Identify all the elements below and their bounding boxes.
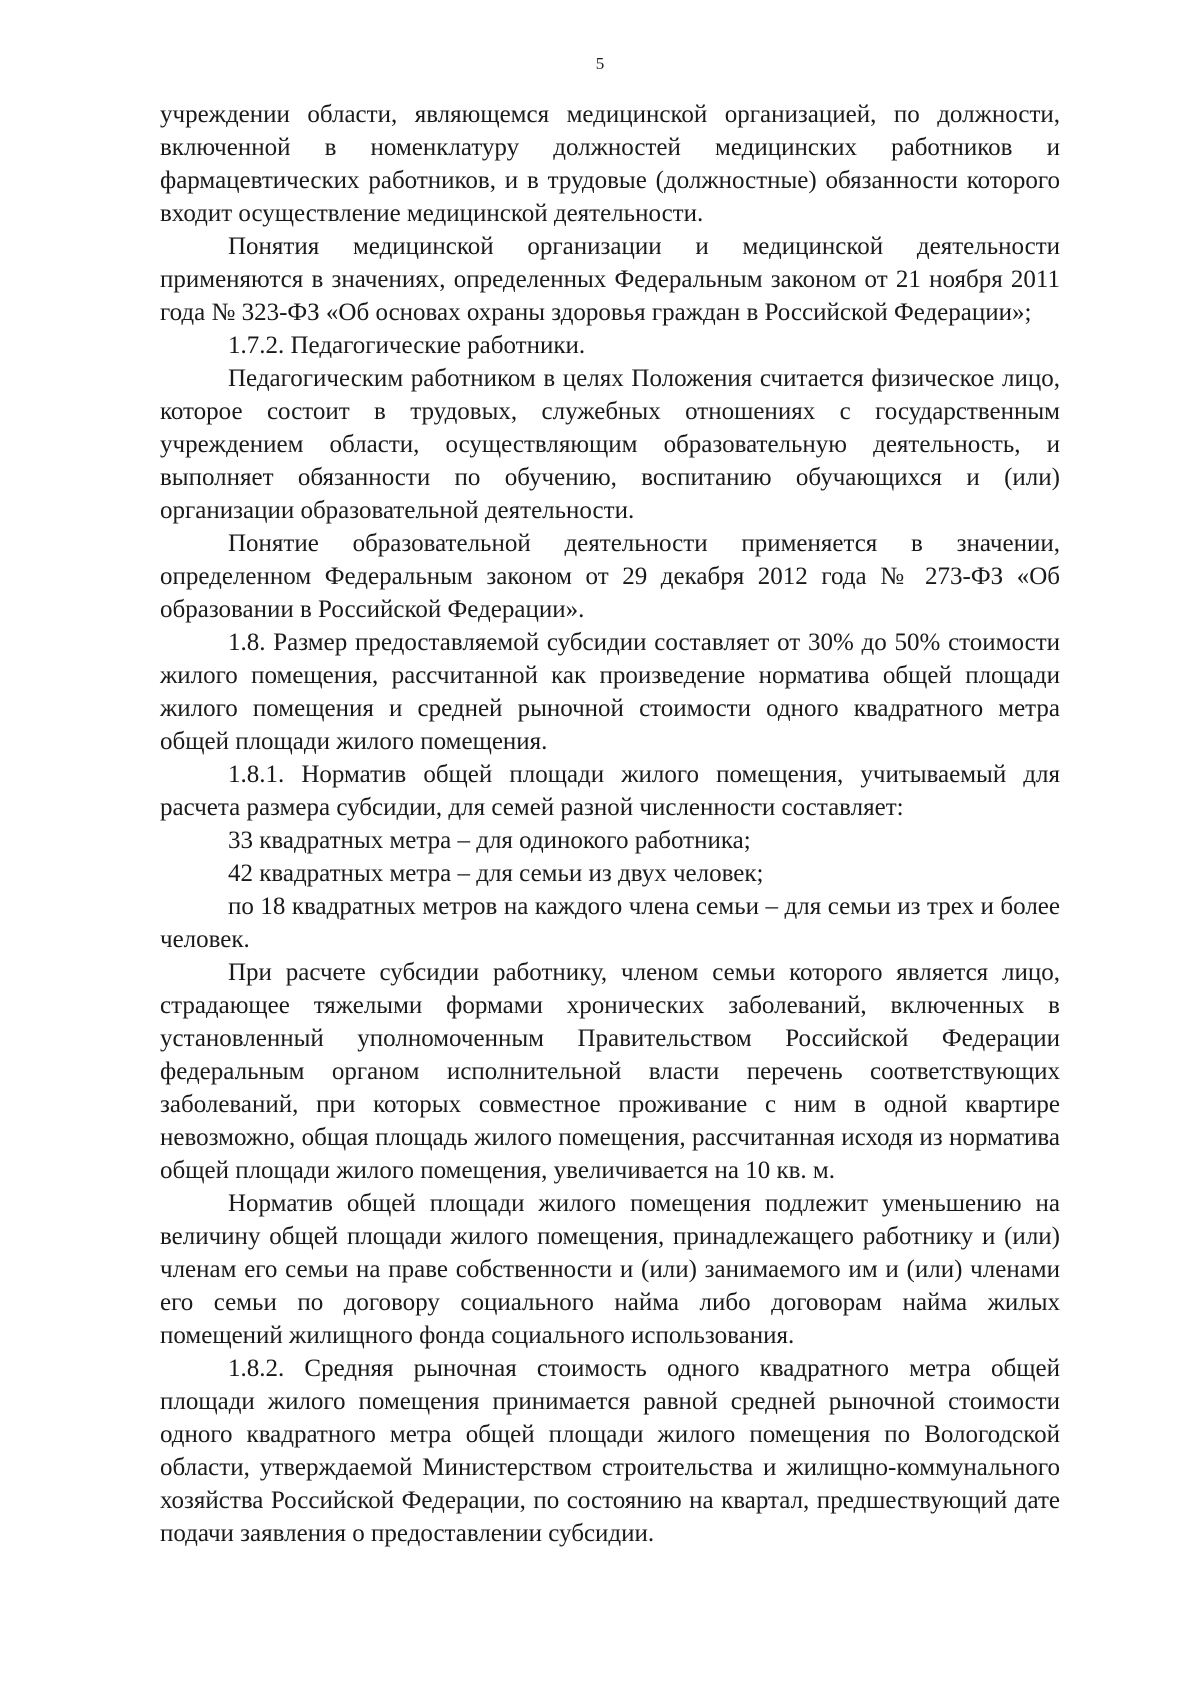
paragraph-pedagogical-worker: Педагогическим работником в целях Положения считается физическое лицо, которое состоит в трудовых, служебных отношениях с государственным учреждением области, осуществляющим образовательную деятельность, и выполняет обязанности по обучению, воспитанию обучающихся и (или) организации образовательной деятельности. [160,365,1060,524]
paragraph-norm-single: 33 квадратных метра – для одинокого работника; [228,827,751,854]
document-body [160,98,1060,1550]
paragraph-chronic-illness: При расчете субсидии работнику, членом семьи которого является лицо, страдающее тяжелыми формами хронических заболеваний, включенных в установленный уполномоченным Правительством Российской Федерации федеральным органом исполнительной власти перечень соответствующих заболеваний, при которых совместное проживание с ним в одной квартире невозможно, общая площадь жилого помещения, рассчитанная исходя из норматива общей площади жилого помещения, увеличивается на 10 кв. м. [160,959,1060,1184]
paragraph-1-8-subsidy-size: 1.8. Размер предоставляемой субсидии составляет от 30% до 50% стоимости жилого помещения, рассчитанной как произведение норматива общей площади жилого помещения и средней рыночной стоимости одного квадратного метра общей площади жилого помещения. [160,629,1060,755]
paragraph-medical-terms: Понятия медицинской организации и медицинской деятельности применяются в значениях, определенных Федеральным законом от 21 ноября 2011 года № 323-ФЗ «Об основах охраны здоровья граждан в Российской Федерации»; [160,233,1060,326]
paragraph-1-7-2-heading: 1.7.2. Педагогические работники. [228,332,586,359]
paragraph-norm-two: 42 квадратных метра – для семьи из двух человек; [228,860,764,887]
paragraph-norm-three-plus: по 18 квадратных метров на каждого члена семьи – для семьи из трех и более человек. [160,893,1060,953]
paragraph-1-8-2-market-cost: 1.8.2. Средняя рыночная стоимость одного квадратного метра общей площади жилого помещения принимается равной средней рыночной стоимости одного квадратного метра общей площади жилого помещения по Вологодской области, утверждаемой Министерством строительства и жилищно-коммунального хозяйства Российской Федерации, по состоянию на квартал, предшествующий дате подачи заявления о предоставлении субсидии. [160,1355,1060,1547]
page-number: 5 [595,54,605,73]
paragraph-1-8-1-area-norm: 1.8.1. Норматив общей площади жилого помещения, учитываемый для расчета размера субсидии, для семей разной численности составляет: [160,761,1060,821]
paragraph-educational-activity: Понятие образовательной деятельности применяется в значении, определенном Федеральным законом от 29 декабря 2012 года № 273-ФЗ «Об образовании в Российской Федерации». [160,530,1060,623]
paragraph-norm-reduction: Норматив общей площади жилого помещения подлежит уменьшению на величину общей площади жилого помещения, принадлежащего работнику и (или) членам его семьи на праве собственности и (или) занимаемого им и (или) членами его семьи по договору социального найма либо договорам найма жилых помещений жилищного фонда социального использования. [160,1190,1060,1349]
paragraph-medical-worker-continued: учреждении области, являющемся медицинской организацией, по должности, включенной в номенклатуру должностей медицинских работников и фармацевтических работников, и в трудовые (должностные) обязанности которого входит осуществление медицинской деятельности. [160,101,1060,227]
